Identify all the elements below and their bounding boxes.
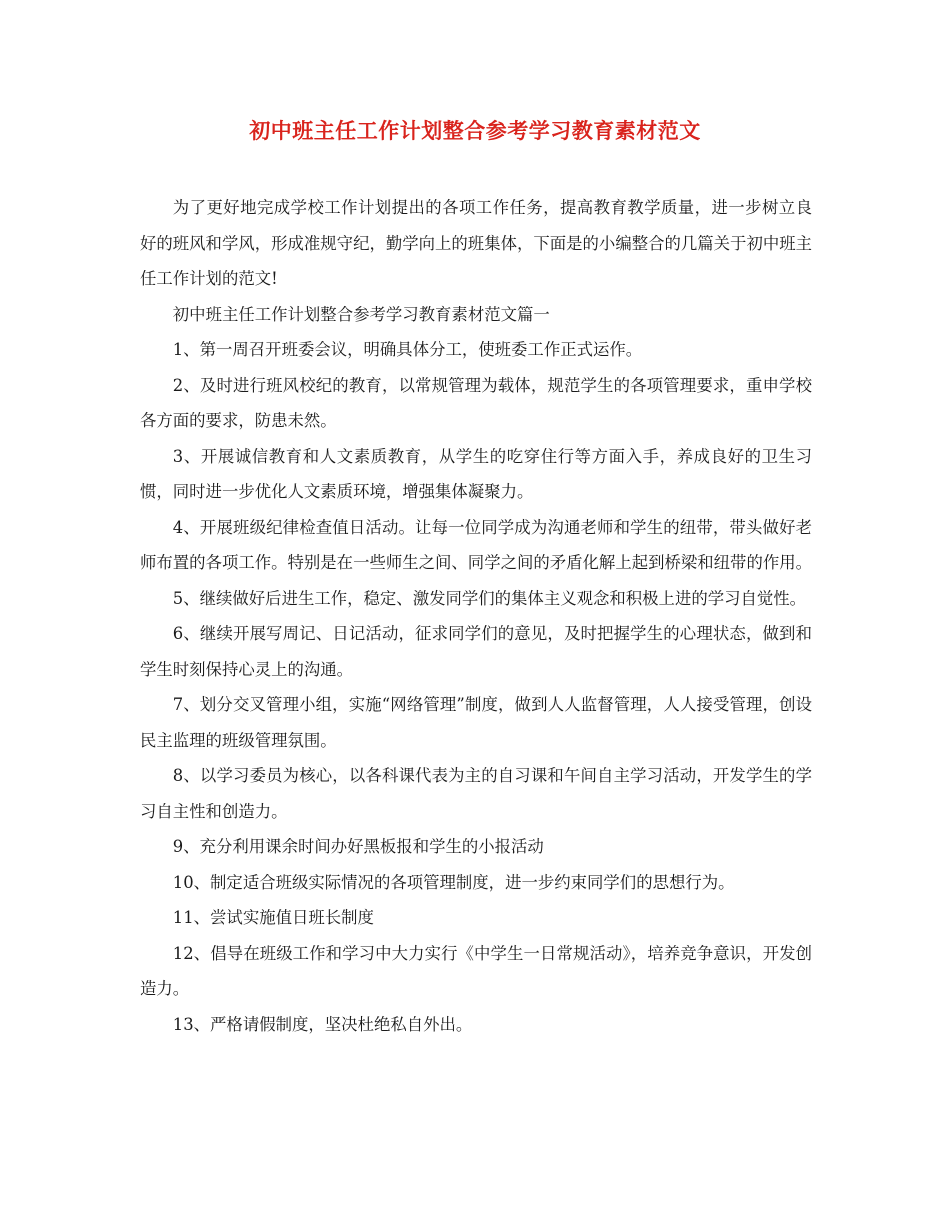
- list-item: 9、充分利用课余时间办好黑板报和学生的小报活动: [172, 837, 544, 856]
- list-item: 5、继续做好后进生工作，稳定、激发同学们的集体主义观念和积极上进的学习自觉性。: [172, 588, 807, 608]
- list-item: 12、倡导在班级工作和学习中大力实行《中学生一日常规活动》，培养竞争意识，开发创造力。: [140, 943, 812, 998]
- list-item: 1、第一周召开班委会议，明确具体分工，使班委工作正式运作。: [172, 340, 643, 359]
- list-item: 6、继续开展写周记、日记活动，征求同学们的意见，及时把握学生的心理状态，做到和学生时刻保持心灵上的沟通。: [140, 624, 812, 679]
- section-heading: 初中班主任工作计划整合参考学习教育素材范文篇一: [172, 304, 550, 324]
- list-item: 2、及时进行班风校纪的教育，以常规管理为载体，规范学生的各项管理要求，重申学校各方面的要求，防患未然。: [140, 375, 812, 430]
- document-title: 初中班主任工作计划整合参考学习教育素材范文: [249, 118, 701, 143]
- list-item: 7、划分交叉管理小组，实施“网络管理”制度，做到人人监督管理，人人接受管理，创设民主监理的班级管理氛围。: [140, 695, 812, 750]
- list-item: 8、以学习委员为核心，以各科课代表为主的自习课和午间自主学习活动，开发学生的学习自主性和创造力。: [140, 766, 812, 821]
- list-item: 11、尝试实施值日班长制度: [172, 908, 374, 927]
- list-item: 4、开展班级纪律检查值日活动。让每一位同学成为沟通老师和学生的纽带，带头做好老师布置的各项工作。特别是在一些师生之间、同学之间的矛盾化解上起到桥梁和纽带的作用。: [140, 517, 813, 572]
- document-body: [140, 190, 812, 1042]
- list-item: 3、开展诚信教育和人文素质教育，从学生的吃穿住行等方面入手，养成良好的卫生习惯，同时进一步优化人文素质环境，增强集体凝聚力。: [140, 446, 812, 501]
- list-item: 10、制定适合班级实际情况的各项管理制度，进一步约束同学们的思想行为。: [172, 872, 735, 892]
- intro-paragraph: 为了更好地完成学校工作计划提出的各项工作任务，提高教育教学质量，进一步树立良好的班风和学风，形成准规守纪，勤学向上的班集体，下面是的小编整合的几篇关于初中班主任工作计划的范文!: [140, 198, 813, 288]
- list-item: 13、严格请假制度，坚决杜绝私自外出。: [172, 1014, 473, 1034]
